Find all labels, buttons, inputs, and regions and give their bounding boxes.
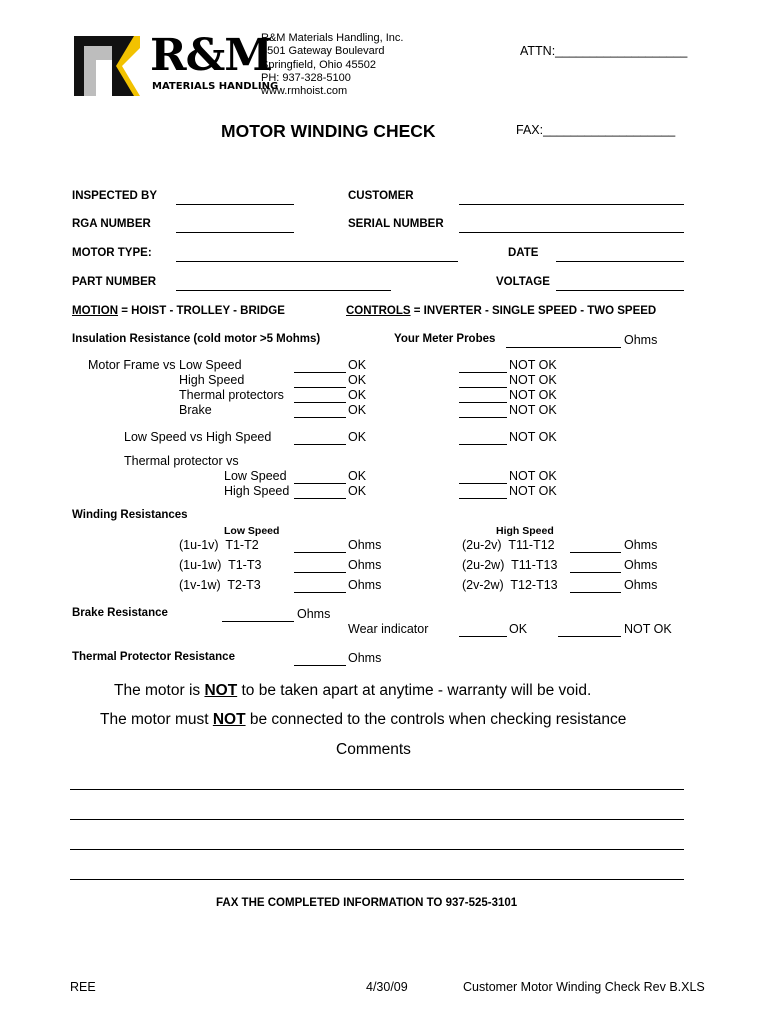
thermal-row-low: Low Speed: [224, 469, 287, 483]
meter-probes-label: Your Meter Probes: [394, 333, 496, 345]
not-ok-label: NOT OK: [509, 373, 557, 387]
meter-probes-input[interactable]: [506, 347, 621, 348]
ohms-input[interactable]: [570, 552, 621, 553]
date-label: DATE: [508, 247, 539, 259]
motion-line: [72, 305, 285, 317]
fax-footer: FAX THE COMPLETED INFORMATION TO 937-525-3101: [216, 897, 518, 909]
note2-pre: The motor must: [100, 711, 213, 728]
rga-label: RGA NUMBER: [72, 218, 151, 230]
company-logo: [72, 30, 279, 100]
ok-label: OK: [348, 484, 367, 498]
not-ok-input[interactable]: [459, 483, 507, 484]
voltage-label: VOLTAGE: [496, 276, 550, 288]
wear-indicator-label: Wear indicator: [348, 622, 429, 636]
note2-post: be connected to the controls when checking resistance: [245, 711, 627, 728]
note2-emphasis: NOT: [212, 711, 246, 728]
attn-field[interactable]: ATTN:___________________: [520, 44, 688, 58]
comment-line[interactable]: [70, 849, 684, 850]
note1-post: to be taken apart at anytime - warranty will be void.: [237, 682, 592, 699]
company-phone: PH: 937-328-5100: [261, 71, 351, 84]
ohms-label: Ohms: [624, 578, 658, 592]
thermal-vs-label: Thermal protector vs: [124, 454, 239, 468]
thermal-ohms-input[interactable]: [294, 665, 346, 666]
low-row-3: (1v-1w) T2-T3: [179, 578, 261, 592]
ok-label: OK: [348, 358, 367, 372]
low-vs-high-label: Low Speed vs High Speed: [124, 430, 272, 444]
date-input[interactable]: [556, 261, 684, 262]
ok-label: OK: [348, 469, 367, 483]
ok-label: OK: [348, 388, 367, 402]
motion-value: = HOIST - TROLLEY - BRIDGE: [118, 305, 285, 317]
note1-pre: The motor is: [114, 682, 205, 699]
high-row-1: (2u-2v) T11-T12: [462, 538, 555, 552]
fax-field[interactable]: FAX:___________________: [516, 123, 676, 137]
not-ok-label: NOT OK: [509, 484, 557, 498]
high-speed-heading: High Speed: [496, 525, 554, 537]
footer-date: 4/30/09: [366, 980, 408, 994]
ok-label: OK: [348, 403, 367, 417]
not-ok-input[interactable]: [459, 372, 507, 373]
ohms-input[interactable]: [294, 552, 346, 553]
ohms-label: Ohms: [348, 578, 382, 592]
serial-input[interactable]: [459, 232, 684, 233]
ok-input[interactable]: [294, 444, 346, 445]
wear-ok-input[interactable]: [459, 636, 507, 637]
ok-input[interactable]: [294, 402, 346, 403]
company-address1: 4501 Gateway Boulevard: [261, 45, 385, 58]
ohms-label: Ohms: [348, 558, 382, 572]
wear-not-ok-input[interactable]: [558, 636, 621, 637]
part-number-input[interactable]: [176, 290, 391, 291]
winding-title: Winding Resistances: [72, 509, 188, 521]
warranty-note: [114, 682, 591, 700]
inspected-by-label: INSPECTED BY: [72, 190, 157, 202]
low-row-2: (1u-1w) T1-T3: [179, 558, 262, 572]
company-info: [261, 32, 403, 98]
comment-line[interactable]: [70, 819, 684, 820]
high-row-2: (2u-2w) T11-T13: [462, 558, 558, 572]
motor-type-label: MOTOR TYPE:: [72, 247, 152, 259]
ok-input[interactable]: [294, 483, 346, 484]
thermal-resistance-label: Thermal Protector Resistance: [72, 651, 235, 663]
meter-probes-ohms: Ohms: [624, 333, 658, 347]
thermal-row-high: High Speed: [224, 484, 290, 498]
ohms-label: Ohms: [624, 538, 658, 552]
ok-label: OK: [348, 373, 367, 387]
customer-input[interactable]: [459, 204, 684, 205]
frame-row-brake: Brake: [179, 403, 212, 417]
voltage-input[interactable]: [556, 290, 684, 291]
comment-line[interactable]: [70, 879, 684, 880]
part-number-label: PART NUMBER: [72, 276, 157, 288]
controls-note: [100, 711, 626, 729]
frame-row-high: High Speed: [179, 373, 245, 387]
wear-not-ok-label: NOT OK: [624, 622, 672, 636]
ohms-label: Ohms: [348, 538, 382, 552]
not-ok-input[interactable]: [459, 417, 507, 418]
low-row-1: (1u-1v) T1-T2: [179, 538, 259, 552]
ohms-input[interactable]: [294, 572, 346, 573]
page-title: MOTOR WINDING CHECK: [221, 121, 436, 141]
serial-label: SERIAL NUMBER: [348, 218, 444, 230]
frame-row-low: Low Speed: [179, 358, 242, 372]
ok-input[interactable]: [294, 498, 346, 499]
ohms-input[interactable]: [570, 592, 621, 593]
low-speed-heading: Low Speed: [224, 525, 280, 537]
not-ok-input[interactable]: [459, 387, 507, 388]
ok-label: OK: [348, 430, 367, 444]
brake-ohms-input[interactable]: [222, 621, 294, 622]
wear-ok-label: OK: [509, 622, 528, 636]
company-website: www.rmhoist.com: [261, 85, 348, 98]
ohms-label: Ohms: [624, 558, 658, 572]
customer-label: CUSTOMER: [348, 190, 414, 202]
note1-emphasis: NOT: [204, 682, 238, 699]
motor-frame-label: Motor Frame vs: [88, 358, 176, 372]
not-ok-label: NOT OK: [509, 403, 557, 417]
ok-input[interactable]: [294, 387, 346, 388]
ohms-input[interactable]: [294, 592, 346, 593]
ok-input[interactable]: [294, 417, 346, 418]
comment-line[interactable]: [70, 789, 684, 790]
motion-label: MOTION: [72, 305, 118, 317]
footer-left: REE: [70, 980, 96, 994]
controls-line: [346, 305, 656, 317]
insulation-title: Insulation Resistance (cold motor >5 Mohms): [72, 333, 321, 345]
logo-text: R&M: [150, 30, 272, 81]
comments-heading: Comments: [336, 741, 411, 758]
thermal-ohms-label: Ohms: [348, 651, 382, 665]
frame-row-thermal: Thermal protectors: [179, 388, 284, 402]
controls-label: CONTROLS: [346, 305, 411, 317]
not-ok-label: NOT OK: [509, 430, 557, 444]
brake-label: Brake Resistance: [72, 607, 168, 619]
not-ok-input[interactable]: [459, 444, 507, 445]
not-ok-input[interactable]: [459, 402, 507, 403]
company-address2: Springfield, Ohio 45502: [261, 58, 376, 71]
brake-ohms-label: Ohms: [297, 607, 331, 621]
logo-mark-icon: [72, 34, 142, 98]
high-row-3: (2v-2w) T12-T13: [462, 578, 558, 592]
company-name: R&M Materials Handling, Inc.: [261, 32, 404, 44]
not-ok-label: NOT OK: [509, 358, 557, 372]
not-ok-input[interactable]: [459, 498, 507, 499]
ohms-input[interactable]: [570, 572, 621, 573]
motor-type-input[interactable]: [176, 261, 458, 262]
ok-input[interactable]: [294, 372, 346, 373]
logo-subtitle: MATERIALS HANDLING: [152, 81, 279, 92]
rga-input[interactable]: [176, 232, 294, 233]
not-ok-label: NOT OK: [509, 388, 557, 402]
footer-file: Customer Motor Winding Check Rev B.XLS: [463, 980, 705, 994]
inspected-by-input[interactable]: [176, 204, 294, 205]
controls-value: = INVERTER - SINGLE SPEED - TWO SPEED: [410, 305, 657, 317]
not-ok-label: NOT OK: [509, 469, 557, 483]
